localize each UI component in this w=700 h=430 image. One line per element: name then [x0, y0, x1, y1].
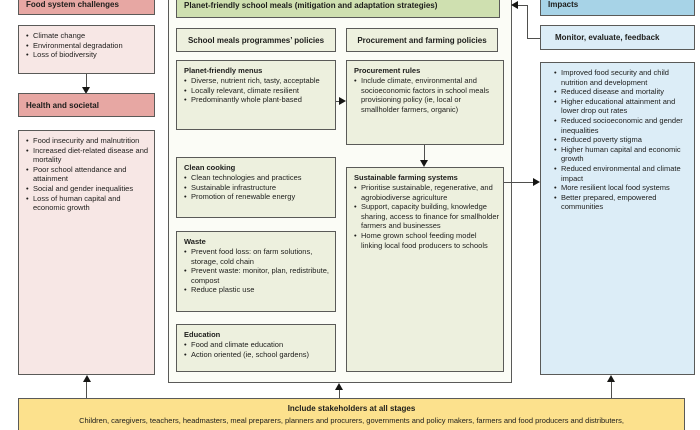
- list-item: • Include climate, environmental and socioeconomic factors in school meals provisioning policy (ie, local or smallholder farmers, organic): [354, 76, 499, 114]
- box-title: Education: [184, 330, 221, 339]
- list-item: • Predominantly whole plant-based: [184, 95, 331, 105]
- box-title: Waste: [184, 237, 206, 246]
- list-item: • Reduce plastic use: [184, 285, 331, 295]
- arrow-left-icon: [511, 1, 518, 9]
- feedback-connector-segment: [518, 5, 528, 6]
- list-item: • Better prepared, empowered communities: [554, 193, 690, 212]
- list-item: • Promotion of renewable energy: [184, 192, 331, 202]
- list-item: • Higher human capital and economic growth: [554, 145, 690, 164]
- arrow-stakeholders-to-impacts-line: [611, 381, 612, 398]
- list-item: • Food and climate education: [184, 340, 331, 350]
- impacts-header: Impacts: [540, 0, 695, 16]
- waste-box: [176, 231, 336, 312]
- feedback-connector-segment: [527, 5, 528, 38]
- list-item: • Prevent food loss: on farm solutions, storage, cold chain: [184, 247, 331, 266]
- list-item: • Reduced environmental and climate impact: [554, 164, 690, 183]
- education-box: [176, 324, 336, 372]
- list-item: • Reduced poverty stigma: [554, 135, 690, 145]
- arrow-up-icon: [607, 375, 615, 382]
- arrow-stakeholders-to-health-line: [86, 381, 87, 398]
- planet-friendly-header: Planet-friendly school meals (mitigation and adaptation strategies): [176, 0, 500, 18]
- sustainable-farming-box: [346, 167, 504, 372]
- arrow-up-icon: [335, 383, 343, 390]
- list-item: • Food insecurity and malnutrition: [26, 136, 150, 146]
- list-item: • Locally relevant, climate resilient: [184, 86, 331, 96]
- list-item: • Support, capacity building, knowledge sharing, access to finance for smallholder farmers and businesses: [354, 202, 499, 231]
- list-item: • Prevent waste: monitor, plan, redistribute, compost: [184, 266, 331, 285]
- stakeholders-text: Children, caregivers, teachers, headmasters, meal preparers, planners and procurers, governments and policy makers, farmers and food producers and distributers,: [79, 416, 624, 425]
- list-item: • Diverse, nutrient rich, tasty, acceptable: [184, 76, 331, 86]
- stakeholders-title: Include stakeholders at all stages: [287, 404, 416, 413]
- procurement-farming-policies-header: Procurement and farming policies: [346, 28, 498, 52]
- list-item: • Climate change: [26, 31, 150, 41]
- stakeholders-box: [18, 398, 685, 430]
- arrow-farming-to-impacts-line: [504, 182, 534, 183]
- food-system-challenges-header: Food system challenges: [18, 0, 155, 15]
- box-title: Sustainable farming systems: [354, 173, 458, 182]
- list-item: • Higher educational attainment and lower drop out rates: [554, 97, 690, 116]
- list-item: • Home grown school feeding model linking local food producers to schools: [354, 231, 499, 250]
- arrow-right-icon: [339, 97, 346, 105]
- arrow-up-icon: [83, 375, 91, 382]
- arrow-procurement-to-farming-line: [424, 145, 425, 161]
- list-item: • Increased diet-related disease and mortality: [26, 146, 150, 165]
- monitor-evaluate-feedback-box: Monitor, evaluate, feedback: [540, 25, 695, 50]
- list-item: • Improved food security and child nutrition and development: [554, 68, 690, 87]
- school-meals-policies-header: School meals programmes’ policies: [176, 28, 336, 52]
- impacts-list: [540, 62, 695, 375]
- arrow-challenges-to-health-line: [86, 74, 87, 88]
- arrow-down-icon: [420, 160, 428, 167]
- list-item: • Environmental degradation: [26, 41, 150, 51]
- health-societal-header: Health and societal: [18, 93, 155, 117]
- food-system-challenges-list: [18, 25, 155, 74]
- box-title: Planet-friendly menus: [184, 66, 263, 75]
- arrow-stakeholders-to-middle-line: [339, 389, 340, 398]
- list-item: • Action oriented (ie, school gardens): [184, 350, 331, 360]
- list-item: • Loss of biodiversity: [26, 50, 150, 60]
- list-item: • Reduced disease and mortality: [554, 87, 690, 97]
- list-item: • Prioritise sustainable, regenerative, and agrobiodiverse agriculture: [354, 183, 499, 202]
- list-item: • Loss of human capital and economic growth: [26, 194, 150, 213]
- clean-cooking-box: [176, 157, 336, 218]
- list-item: • Poor school attendance and attainment: [26, 165, 150, 184]
- health-societal-list: [18, 130, 155, 375]
- arrow-right-icon: [533, 178, 540, 186]
- planet-friendly-menus-box: [176, 60, 336, 130]
- list-item: • Sustainable infrastructure: [184, 183, 331, 193]
- list-item: • Social and gender inequalities: [26, 184, 150, 194]
- list-item: • More resilient local food systems: [554, 183, 690, 193]
- procurement-rules-box: [346, 60, 504, 145]
- list-item: • Clean technologies and practices: [184, 173, 331, 183]
- list-item: • Reduced socioeconomic and gender inequalities: [554, 116, 690, 135]
- box-title: Procurement rules: [354, 66, 421, 75]
- box-title: Clean cooking: [184, 163, 236, 172]
